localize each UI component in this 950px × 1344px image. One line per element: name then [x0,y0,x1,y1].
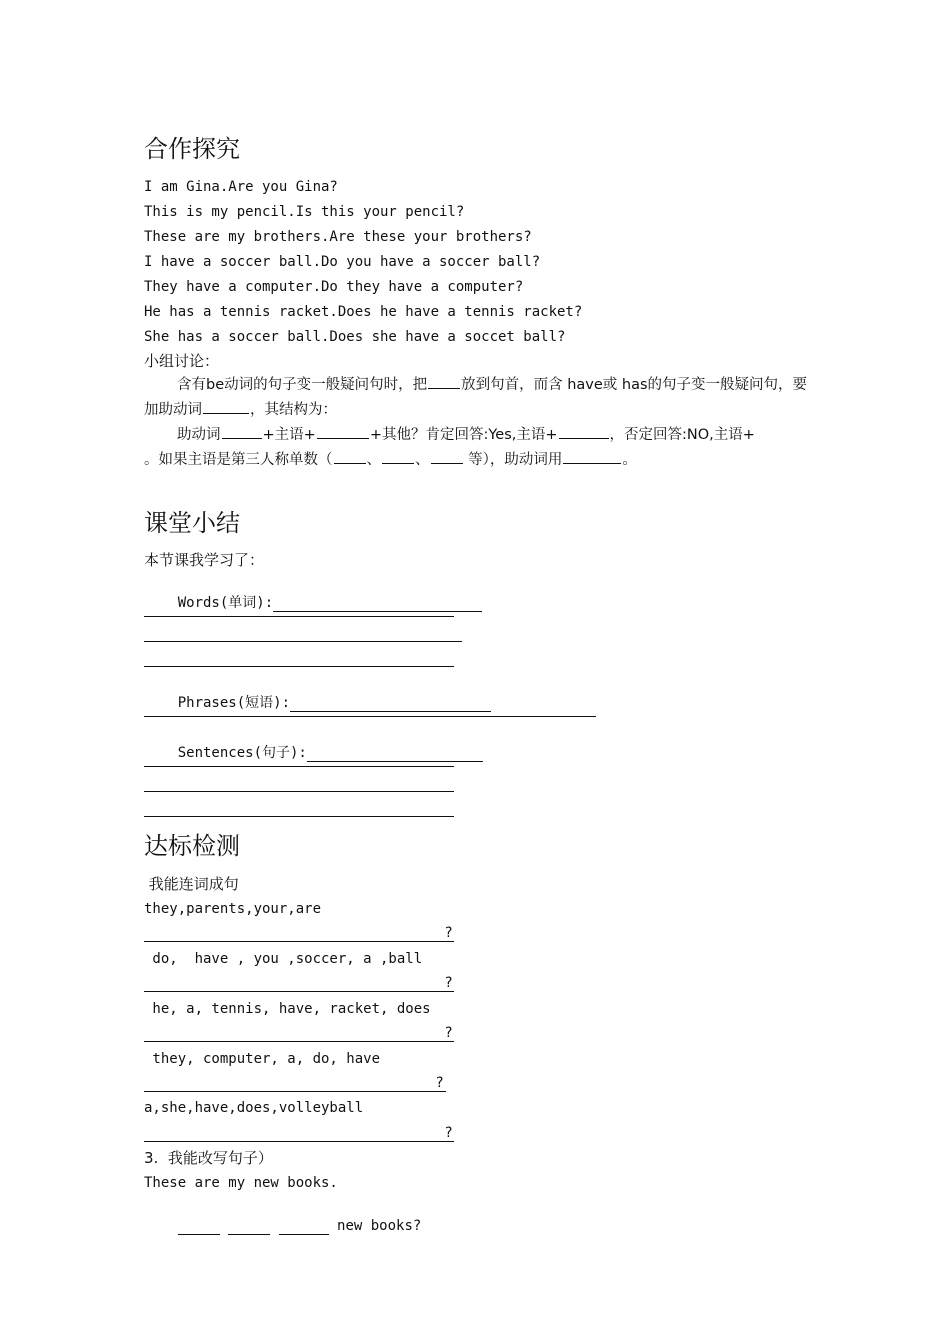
fill-blank[interactable] [559,424,609,439]
words-answer-line[interactable] [144,641,462,642]
phrases-label: Phrases(短语): [177,695,291,711]
discussion-paragraph-2 [144,423,810,448]
fill-blank[interactable] [203,399,249,414]
paragraph-text: +主语+ [262,427,316,443]
fill-blank[interactable] [382,449,414,464]
fill-blank[interactable] [222,424,262,439]
answer-line[interactable] [144,1073,446,1092]
rewrite-tail: new books? [337,1218,422,1234]
paragraph-text: +其他？肯定回答:Yes,主语+ [369,427,558,443]
paragraph-text: 助动词 [177,427,221,443]
example-line: She has a soccer ball.Does she have a soccet ball? [144,329,566,345]
paragraph-text: 。如果主语是第三人称单数（ [144,452,333,468]
phrases-row [144,676,491,730]
sentences-answer-line[interactable] [144,816,454,817]
section-title-test: 达标检测 [144,832,240,860]
question-mark: ? [445,1025,453,1041]
discussion-paragraph-3 [144,448,810,473]
phrases-answer-line[interactable] [290,696,491,712]
section-title-summary: 课堂小结 [144,509,240,537]
paragraph-text: 等），助动词用 [463,452,563,468]
paragraph-text: 、 [366,452,381,468]
fill-blank[interactable] [431,449,463,464]
words-answer-line[interactable] [144,616,454,617]
section-title-cooperation: 合作探究 [144,135,240,163]
scrambled-words: they, computer, a, do, have [144,1051,381,1067]
fill-blank[interactable] [178,1219,220,1235]
paragraph-text: 、 [415,452,430,468]
question-mark: ? [445,975,453,991]
scrambled-words: they,parents,your,are [144,901,322,917]
fill-blank[interactable] [563,449,621,464]
fill-blank[interactable] [428,374,460,389]
paragraph-text: 。 [622,452,637,468]
answer-line[interactable] [144,973,454,992]
fill-blank[interactable] [317,424,369,439]
scrambled-words: he, a, tennis, have, racket, does [144,1001,431,1017]
sentences-row [144,726,483,780]
sentences-answer-line[interactable] [144,791,454,792]
example-line: These are my brothers.Are these your brothers? [144,229,532,245]
paragraph-text: 含有be动词的句子变一般疑问句时，把 [177,377,428,393]
scrambled-words: do, have , you ,soccer, a ,ball [144,951,423,967]
scrambled-words: a,she,have,does,volleyball [144,1100,364,1116]
exercise-heading: 我能连词成句 [144,875,239,893]
fill-blank[interactable] [279,1219,329,1235]
exercise-heading: 3. 我能改写句子） [144,1149,273,1167]
example-line: This is my pencil.Is this your pencil? [144,204,465,220]
question-mark: ? [436,1075,444,1091]
question-mark: ? [445,925,453,941]
words-label: Words(单词): [177,595,274,611]
sentences-answer-line[interactable] [307,746,483,762]
example-line: They have a computer.Do they have a computer? [144,279,524,295]
example-line: I have a soccer ball.Do you have a soccer ball? [144,254,541,270]
words-answer-line[interactable] [273,596,482,612]
rewrite-answer-row [144,1199,421,1253]
sentences-label: Sentences(句子): [177,745,307,761]
fill-blank[interactable] [334,449,366,464]
example-line: He has a tennis racket.Does he have a tennis racket? [144,304,583,320]
fill-blank[interactable] [228,1219,270,1235]
example-line: I am Gina.Are you Gina? [144,179,338,195]
answer-line[interactable] [144,1023,454,1042]
sentences-answer-line[interactable] [144,766,454,767]
words-answer-line[interactable] [144,666,454,667]
rewrite-source: These are my new books. [144,1175,338,1191]
answer-line[interactable] [144,923,454,942]
words-row [144,576,482,630]
phrases-answer-line[interactable] [144,716,596,717]
answer-line[interactable] [144,1123,454,1142]
discussion-paragraph-1 [144,373,810,423]
question-mark: ? [445,1125,453,1141]
paragraph-text: ，否定回答:NO,主语+ [609,427,755,443]
paragraph-text: 放到句首，而含 have或 has的句子变一般疑问句，要加助动词 [144,377,808,418]
discussion-label: 小组讨论： [144,352,220,370]
summary-intro: 本节课我学习了： [144,551,265,569]
paragraph-text: ，其结构为： [250,402,337,418]
